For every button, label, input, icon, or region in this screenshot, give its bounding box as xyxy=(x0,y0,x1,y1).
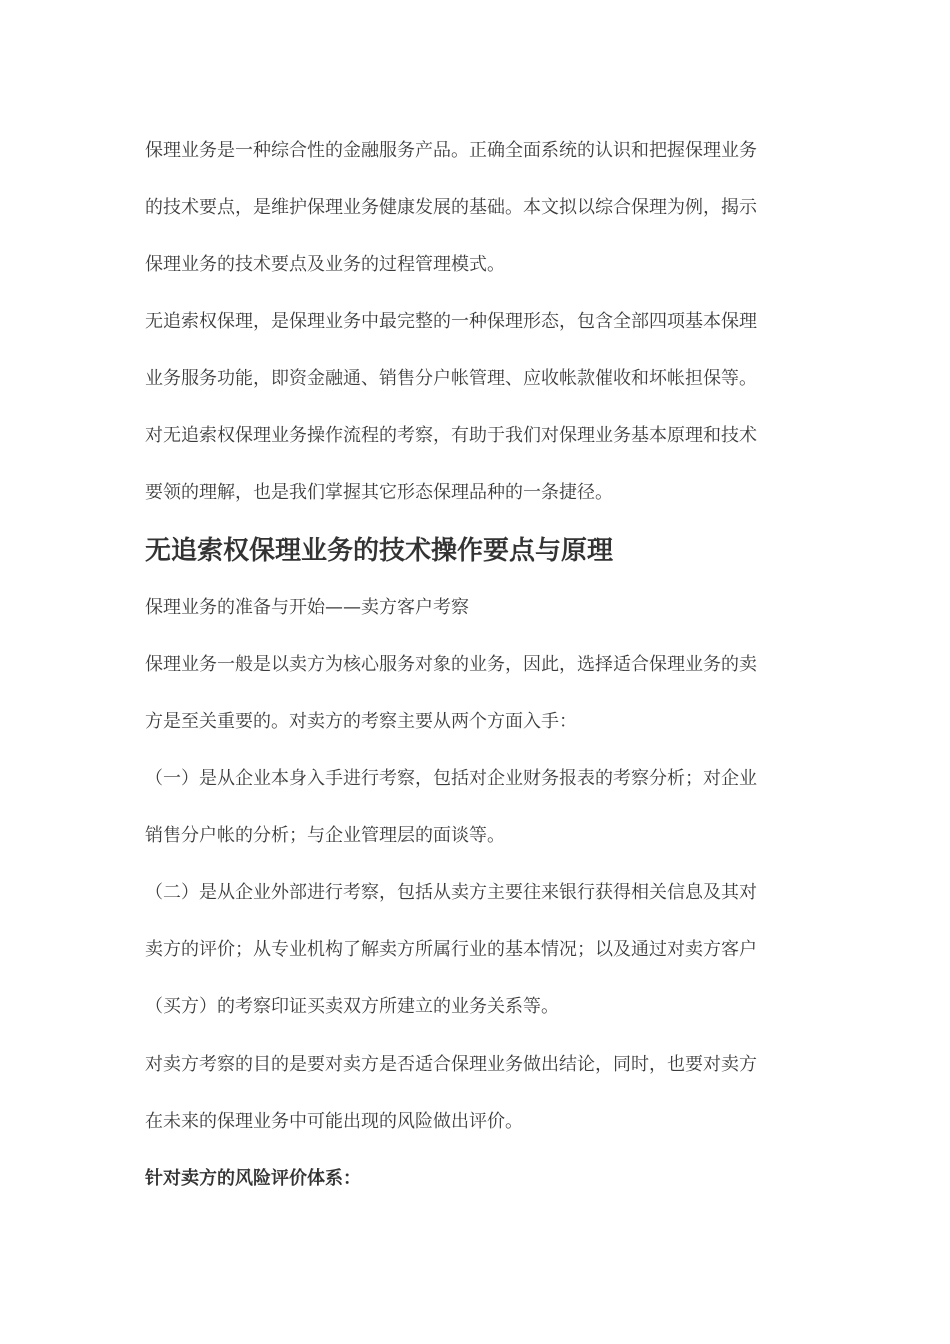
item2-line-2: 卖方的评价；从专业机构了解卖方所属行业的基本情况；以及通过对卖方客户 xyxy=(145,939,757,960)
subheading: 保理业务的准备与开始——卖方客户考察 xyxy=(145,597,469,618)
no-recourse-line-2: 业务服务功能，即资金融通、销售分户帐管理、应收帐款催收和坏帐担保等。 xyxy=(145,368,757,389)
item2-line-1: （二）是从企业外部进行考察，包括从卖方主要往来银行获得相关信息及其对 xyxy=(145,882,757,903)
intro-line-3: 保理业务的技术要点及业务的过程管理模式。 xyxy=(145,254,505,275)
risk-heading: 针对卖方的风险评价体系： xyxy=(145,1168,361,1189)
item1-line-2: 销售分户帐的分析；与企业管理层的面谈等。 xyxy=(145,825,505,846)
intro-line-1: 保理业务是一种综合性的金融服务产品。正确全面系统的认识和把握保理业务 xyxy=(145,140,757,161)
item2-line-3: （买方）的考察印证买卖双方所建立的业务关系等。 xyxy=(145,996,559,1017)
no-recourse-line-3: 对无追索权保理业务操作流程的考察，有助于我们对保理业务基本原理和技术 xyxy=(145,425,757,446)
purpose-line-2: 在未来的保理业务中可能出现的风险做出评价。 xyxy=(145,1111,523,1132)
purpose-line-1: 对卖方考察的目的是要对卖方是否适合保理业务做出结论，同时，也要对卖方 xyxy=(145,1054,757,1075)
seller-line-1: 保理业务一般是以卖方为核心服务对象的业务，因此，选择适合保理业务的卖 xyxy=(145,654,757,675)
intro-line-2: 的技术要点，是维护保理业务健康发展的基础。本文拟以综合保理为例，揭示 xyxy=(145,197,757,218)
seller-line-2: 方是至关重要的。对卖方的考察主要从两个方面入手： xyxy=(145,711,577,732)
section-heading: 无追索权保理业务的技术操作要点与原理 xyxy=(145,536,614,566)
no-recourse-line-4: 要领的理解，也是我们掌握其它形态保理品种的一条捷径。 xyxy=(145,482,613,503)
no-recourse-line-1: 无追索权保理，是保理业务中最完整的一种保理形态，包含全部四项基本保理 xyxy=(145,311,757,332)
item1-line-1: （一）是从企业本身入手进行考察，包括对企业财务报表的考察分析；对企业 xyxy=(145,768,757,789)
